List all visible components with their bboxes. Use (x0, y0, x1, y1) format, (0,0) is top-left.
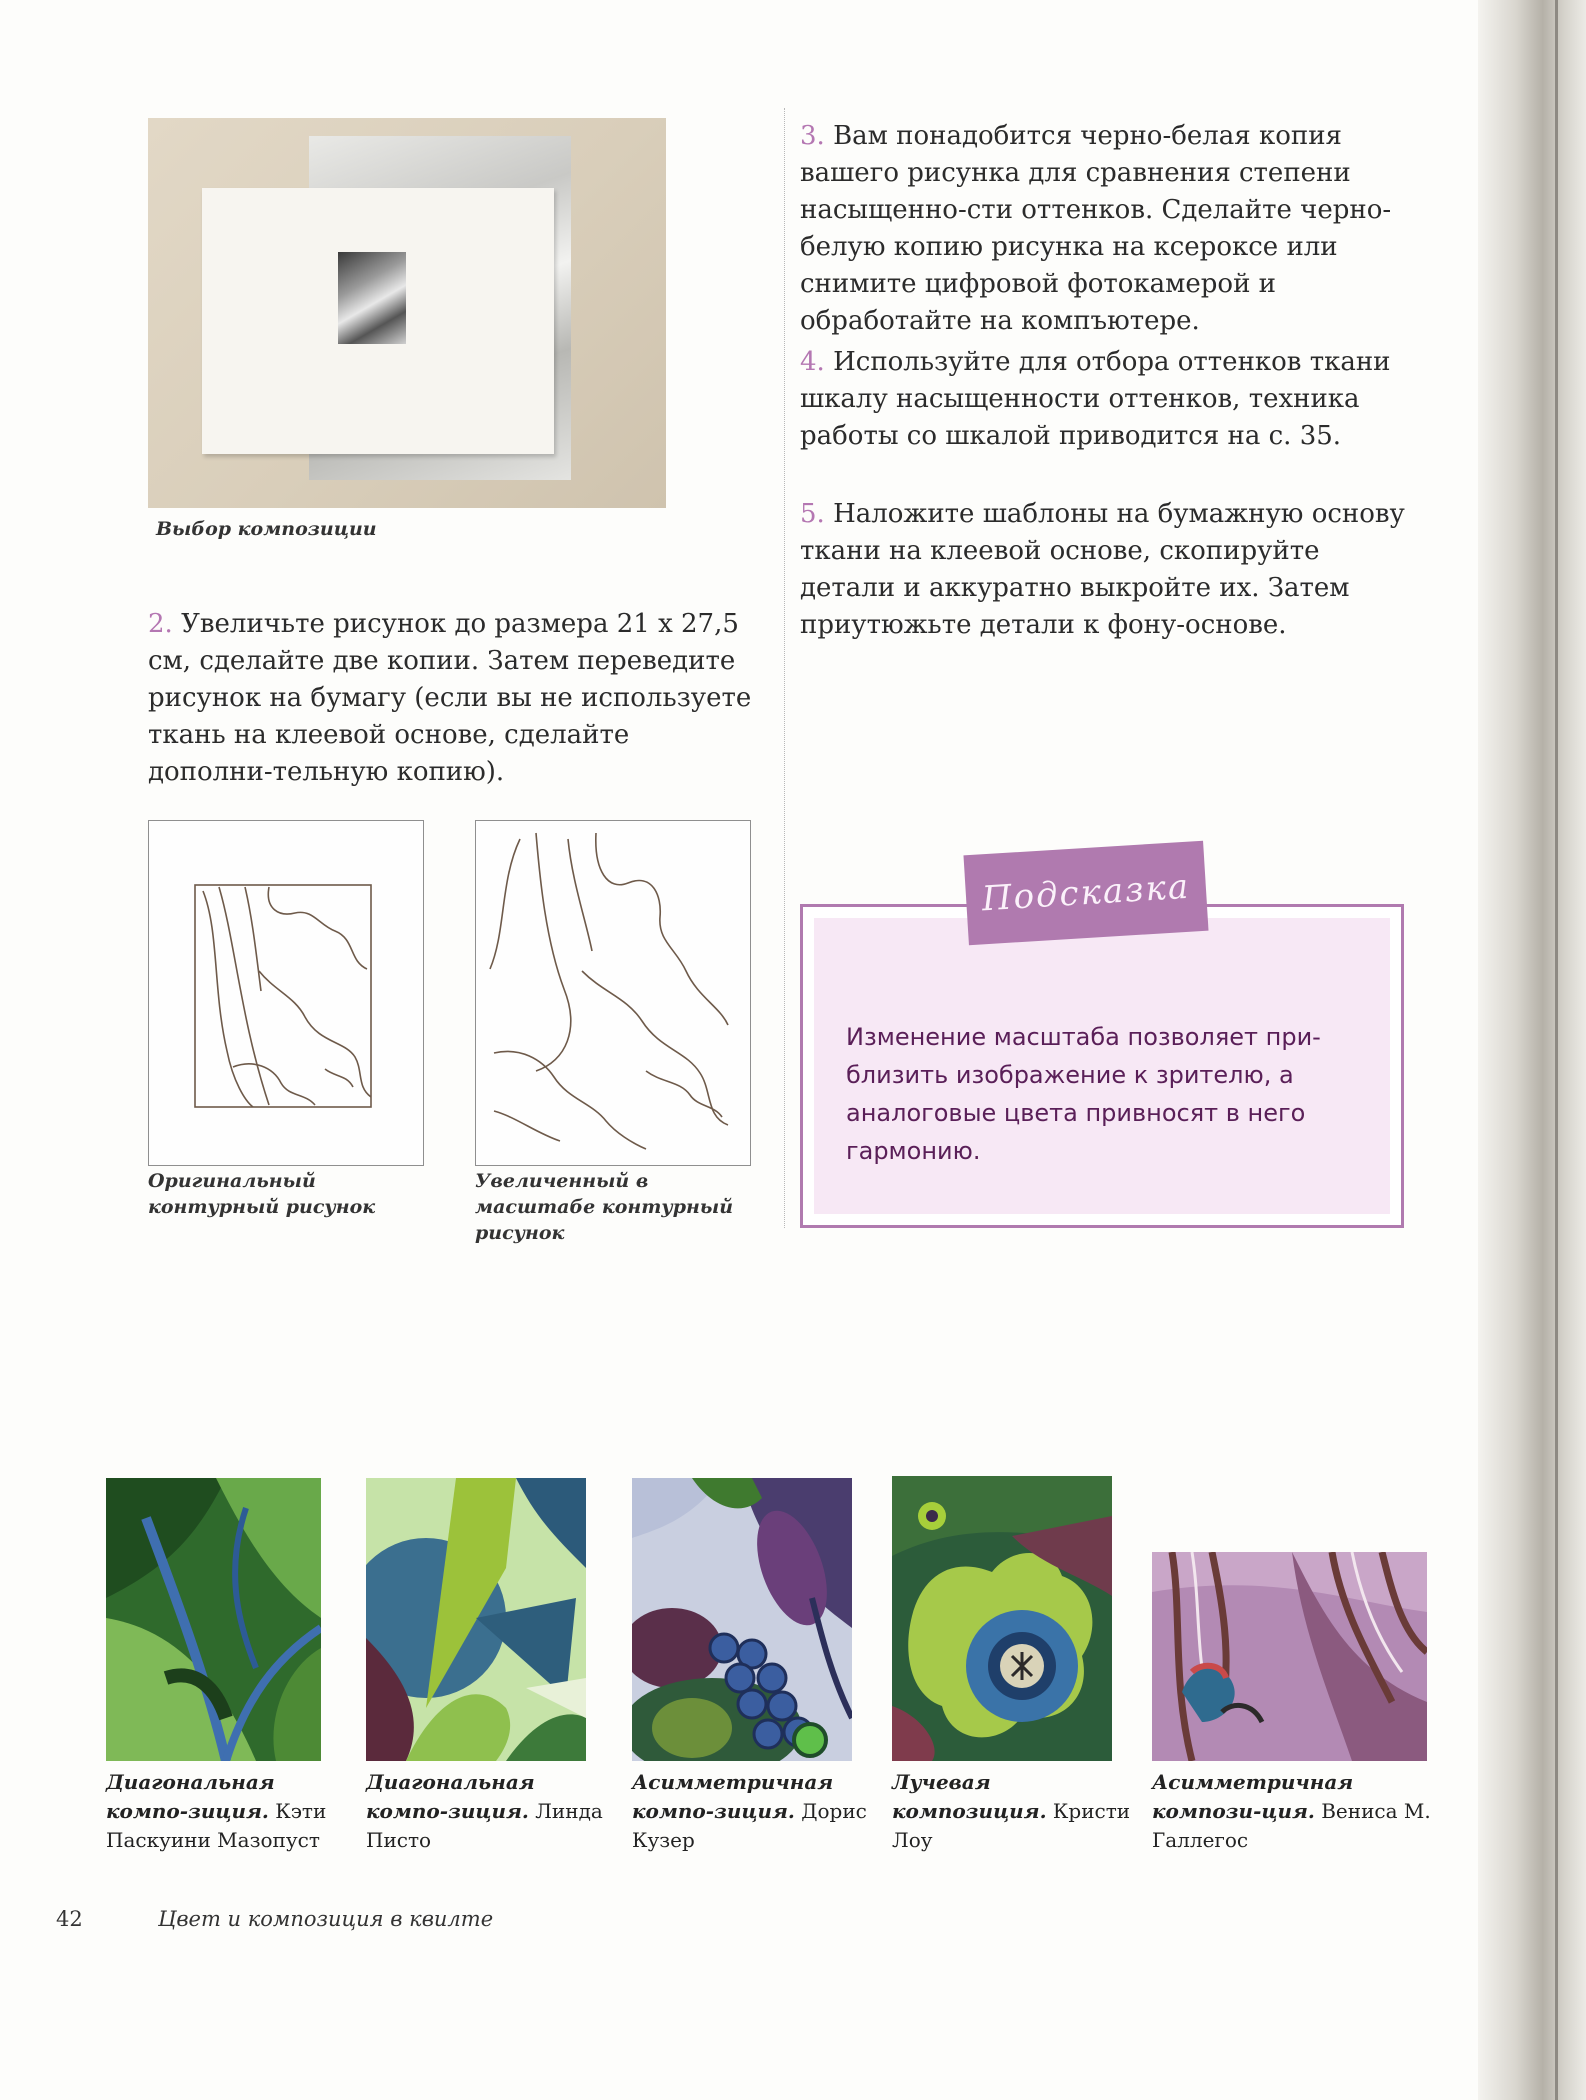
leaf-outline (268, 887, 367, 969)
stem-line (490, 839, 520, 969)
quilt-4-type: Лучевая композиция. (892, 1770, 1047, 1823)
step-2-number: 2. (148, 609, 173, 639)
quilt-thumbnail-4 (892, 1476, 1112, 1761)
quilt-3-type: Асимметричная компо-зиция. (632, 1770, 834, 1823)
step-2 (148, 606, 760, 791)
composition-photo (148, 118, 666, 508)
original-drawing-caption: Оригинальный контурный рисунок (148, 1170, 376, 1218)
original-drawing (148, 820, 424, 1166)
quilt-thumbnail-2 (366, 1478, 586, 1761)
quilt-3-author: Дорис Кузер (632, 1799, 867, 1852)
running-footer-title: Цвет и композиция в квилте (158, 1907, 494, 1931)
quilt-5-author: Вениса М. Галлегос (1152, 1799, 1431, 1852)
step-5 (800, 496, 1422, 644)
quilt-thumbnail-1 (106, 1478, 321, 1761)
column-divider (784, 108, 785, 1228)
page-number: 42 (56, 1907, 83, 1931)
quilt-1-type: Диагональная компо-зиция. (106, 1770, 275, 1823)
enlarged-drawing (475, 820, 751, 1166)
quilt-5-type: Асимметричная компози-ция. (1152, 1770, 1354, 1823)
step-5-text: Наложите шаблоны на бумажную основу ткани на клеевой основе, скопируйте детали и аккуратно выкройте их. Затем приутюжьте детали к фону-основе. (800, 499, 1405, 640)
page-edge (1555, 0, 1558, 2100)
leaf-outline (494, 1051, 646, 1149)
enlarged-outline-svg (476, 821, 750, 1165)
tip-title: Подсказка (980, 866, 1192, 920)
stem-line (568, 839, 592, 951)
leaf-outline (259, 971, 371, 1097)
original-outline-svg (149, 821, 423, 1165)
quilt-2-type: Диагональная компо-зиция. (366, 1770, 535, 1823)
photo-caption: Выбор композиции (156, 518, 377, 540)
quilt-thumbnail-3 (632, 1478, 852, 1761)
step-2-text: Увеличьте рисунок до размера 21 х 27,5 см, сделайте две копии. Затем переведите рисунок на бумагу (если вы не используете ткань на клеевой основе, сделайте дополни-тельную копию). (148, 609, 752, 787)
stem-line (219, 887, 269, 1105)
step-4-text: Используйте для отбора оттенков ткани шкалу насыщенности оттенков, техника работы со шкалой приводится на с. 35. (800, 347, 1391, 451)
quilt-4-author: Кристи Лоу (892, 1799, 1131, 1852)
quilt-2-author: Линда Писто (366, 1799, 603, 1852)
leaf-outline (494, 1111, 560, 1141)
leaf-outline (646, 1071, 722, 1117)
enlarged-drawing-caption: Увеличенный в масштабе контурный рисунок (475, 1170, 734, 1244)
step-3-number: 3. (800, 121, 825, 151)
quilt-caption-1 (106, 1768, 356, 1855)
book-binding-shadow (1478, 0, 1586, 2100)
stem-line (245, 887, 261, 991)
step-5-number: 5. (800, 499, 825, 529)
step-4 (800, 344, 1422, 455)
quilt-caption-4 (892, 1768, 1142, 1855)
step-3 (800, 118, 1422, 340)
leaf-outline (325, 1069, 353, 1087)
quilt-caption-5 (1152, 1768, 1442, 1855)
quilt-thumbnail-5 (1152, 1552, 1427, 1761)
tip-title-tag (963, 841, 1208, 945)
tip-text: Изменение масштаба позволяет при-близить изображение к зрителю, а аналоговые цвета привносят в него гармонию. (846, 1023, 1321, 1165)
leaf-outline (582, 971, 728, 1125)
step-4-number: 4. (800, 347, 825, 377)
quilt-caption-2 (366, 1768, 616, 1855)
quilt-1-author: Кэти Паскуини Мазопуст (106, 1799, 327, 1852)
viewfinder-window (338, 252, 406, 344)
stem-line (536, 833, 571, 1071)
original-drawing-border (195, 885, 371, 1107)
step-3-text: Вам понадобится черно-белая копия вашего рисунка для сравнения степени насыщенно-сти оттенков. Сделайте черно-белую копию рисунка на ксероксе или снимите цифровой фотокамерой и обработайте на компъютере. (800, 121, 1392, 336)
quilt-caption-3 (632, 1768, 882, 1855)
